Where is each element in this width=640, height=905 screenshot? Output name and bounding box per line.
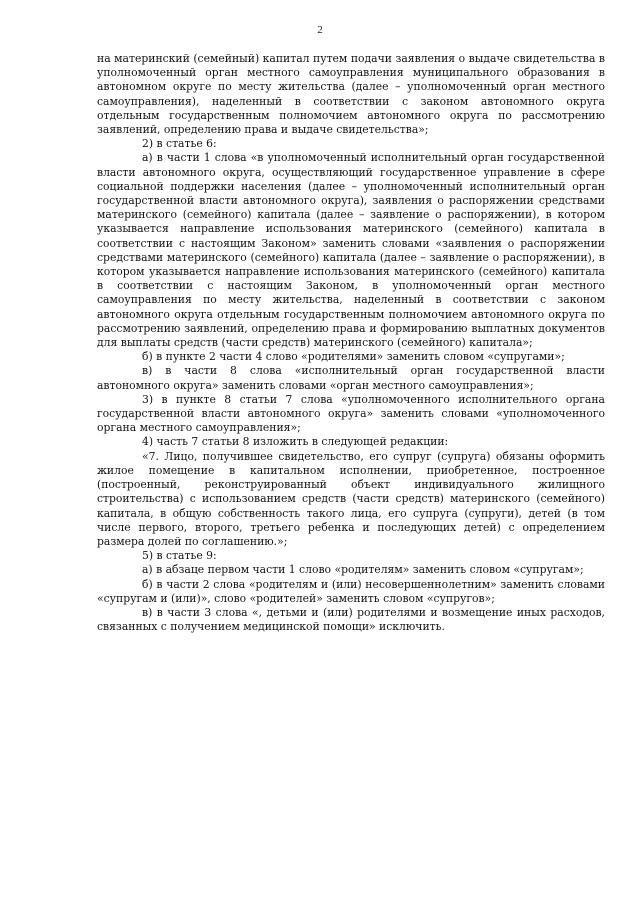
paragraph-item-5v: в) в части 3 слова «, детьми и (или) родителями и возмещение иных расходов, связанных с получением медицинской помощи» исключить. [97, 605, 605, 634]
page-number: 2 [317, 24, 323, 36]
paragraph-item-5b: б) в части 2 слова «родителям и (или) несовершеннолетним» заменить словами «супругам и (или)», слово «родителей» заменить словом «супругов»; [97, 577, 605, 605]
paragraph-item-2a: а) в части 1 слова «в уполномоченный исполнительный орган государственной власти автономного округа, осуществляющий государственное управление в сфере социальной поддержки населения (далее – уполномоченный исполнительный орган государственной власти автономного округа), заявления о распоряжении средствами материнского (семейного) капитала (далее – заявление о распоряжении), в котором указывается направление использования материнского (семейного) капитала в соответствии с настоящим Законом» заменить словами «заявления о распоряжении средствами материнского (семейного) капитала (далее – заявление о распоряжении), в котором указывается направление использования материнского (семейного) капитала в соответствии с настоящим Законом, в уполномоченный орган местного самоуправления по месту жительства, наделенный в соответствии с законом автономного округа отдельным государственным полномочием автономного округа по рассмотрению заявлений, определению права и формированию выплатных документов для выплаты средств (части средств) материнского (семейного) капитала»; [97, 151, 605, 350]
paragraph-continuation: на материнский (семейный) капитал путем подачи заявления о выдаче свидетельства в уполномоченный орган местного самоуправления муниципального образования в автономном округе по месту жительства (далее – уполномоченный орган местного самоуправления), наделенный в соответствии с законом автономного округа отдельным государственным полномочием автономного округа по рассмотрению заявлений, определению права и выдаче свидетельства»; [97, 52, 605, 137]
paragraph-item-5a: а) в абзаце первом части 1 слово «родителям» заменить словом «супругам»; [142, 563, 584, 577]
paragraph-item-3: 3) в пункте 8 статьи 7 слова «уполномоченного исполнительного органа государственной власти автономного округа» заменить словами «уполномоченного органа местного самоуправления»; [97, 392, 605, 435]
paragraph-item-2b: б) в пункте 2 части 4 слово «родителями» заменить словом «супругами»; [142, 350, 565, 364]
paragraph-item-2v: в) в части 8 слова «исполнительный орган государственной власти автономного округа» заменить словами «орган местного самоуправления»; [97, 364, 605, 392]
paragraph-item-4: 4) часть 7 статьи 8 изложить в следующей редакции: [142, 435, 449, 449]
document-body [97, 52, 605, 634]
paragraph-item-2: 2) в статье 6: [142, 137, 217, 151]
paragraph-item-5: 5) в статье 9: [142, 549, 217, 563]
paragraph-quoted-part-7: «7. Лицо, получившее свидетельство, его супруг (супруга) обязаны оформить жилое помещение в капитальном исполнении, приобретенное, построенное (построенный, реконструированный объект индивидуального жилищного строительства) с использованием средств (части средств) материнского (семейного) капитала, в общую собственность такого лица, его супруга (супруги), детей (в том числе первого, второго, третьего ребенка и последующих детей) с определением размера долей по соглашению.»; [97, 449, 605, 548]
